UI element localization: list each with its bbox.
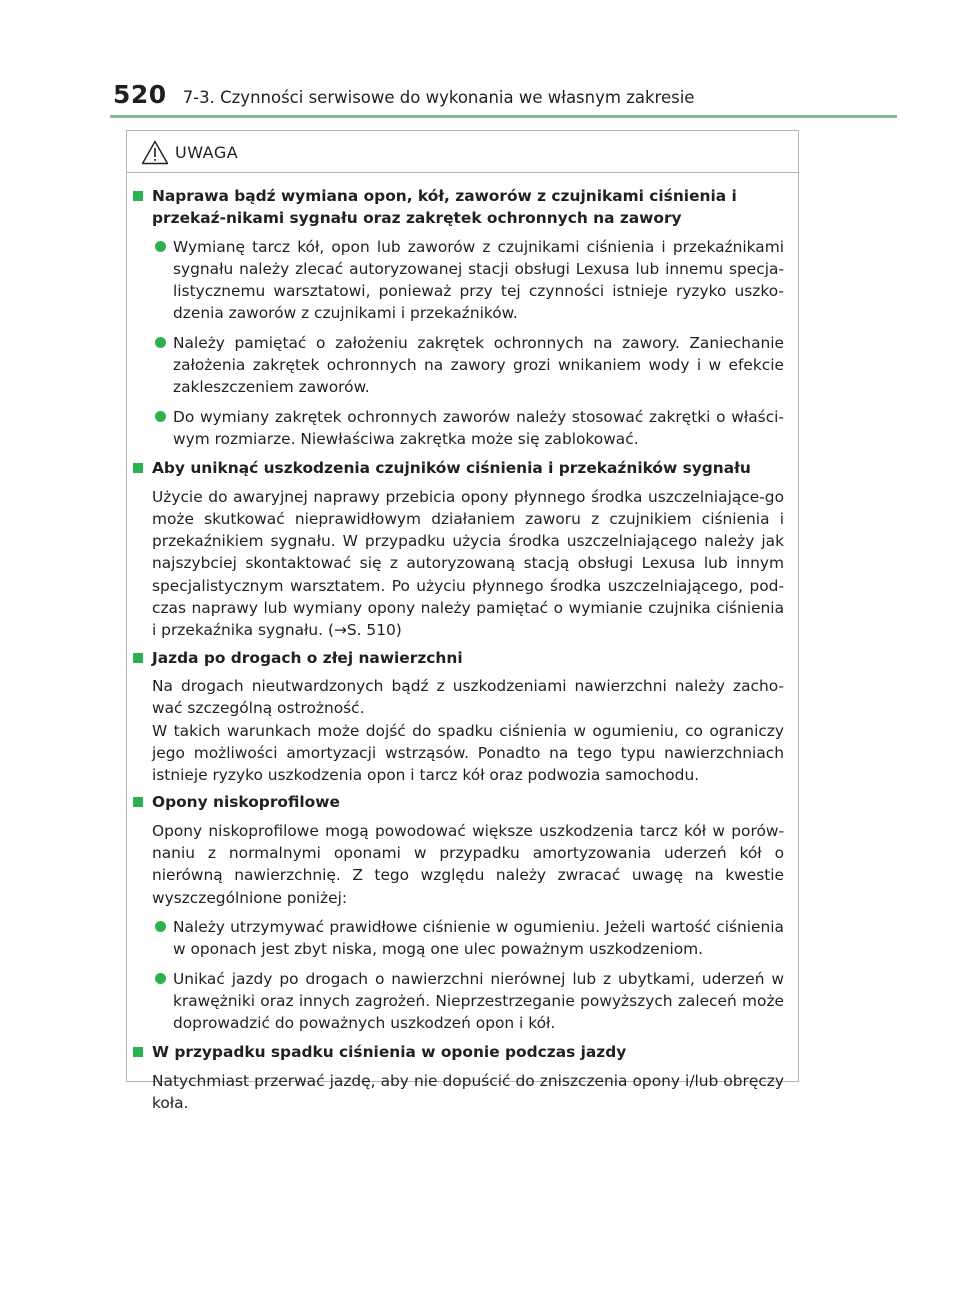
round-bullet-icon (155, 921, 166, 932)
round-bullet-icon (155, 241, 166, 252)
square-bullet-icon (133, 797, 143, 807)
warning-triangle-icon (141, 140, 169, 165)
section-heading (127, 791, 798, 813)
section-heading-text: W przypadku spadku ciśnienia w oponie podczas jazdy (152, 1043, 627, 1062)
section-heading (127, 457, 798, 479)
square-bullet-icon (133, 191, 143, 201)
list-item-text: Do wymiany zakrętek ochronnych zaworów należy stosować zakrętki o właści-wym rozmiarze. Niewłaściwa zakrętka może się zablokować. (173, 407, 784, 448)
square-bullet-icon (133, 653, 143, 663)
list-item-text: Unikać jazdy po drogach o nawierzchni nierównej lub z ubytkami, uderzeń w krawężniki oraz innych zagrożeń. Nieprzestrzeganie powyższych zaleceń może doprowadzić do poważnych uszkodzeń opon i kół. (173, 969, 784, 1033)
section-paragraph: Użycie do awaryjnej naprawy przebicia opony płynnego środka uszczelniające-go może skutkować nieprawidłowym działaniem zaworu z czujnikiem ciśnienia i przekaźnikiem sygnału. W przypadku użycia środka uszczelniającego należy jak najszybciej skontaktować się z autoryzowaną stacją obsługi Lexusa lub innym specjalistycznym warsztatem. Po użyciu płynnego środka uszczelniającego, pod-czas naprawy lub wymiany opony należy pamiętać o wymianie czujnika ciśnienia i przekaźnika sygnału. (→S. 510) (152, 487, 784, 640)
list-item-text: Należy pamiętać o założeniu zakrętek ochronnych na zawory. Zaniechanie założenia zakrętek ochronnych na zawory grozi wnikaniem wody i w efekcie zakleszczeniem zaworów. (173, 333, 784, 397)
paragraph-line: Na drogach nieutwardzonych bądź z uszkodzeniami nawierzchni należy zacho-wać szczególną ostrożność. (152, 676, 784, 718)
page-header (113, 80, 694, 109)
section-title: 7-3. Czynności serwisowe do wykonania we własnym zakresie (182, 88, 695, 107)
list-item-text: Należy utrzymywać prawidłowe ciśnienie w ogumieniu. Jeżeli wartość ciśnienia w oponach jest zbyt niska, mogą one ulec poważnym uszkodzeniom. (173, 917, 784, 959)
section-heading-text: Opony niskoprofilowe (152, 793, 340, 812)
warning-header (127, 131, 798, 173)
header-rule (110, 115, 897, 118)
section-heading-text: Aby uniknąć uszkodzenia czujników ciśnienia i przekaźników sygnału (152, 459, 751, 478)
list-item (127, 406, 798, 451)
round-bullet-icon (155, 973, 166, 984)
round-bullet-icon (155, 411, 166, 422)
list-item (127, 968, 798, 1035)
list-item (127, 332, 798, 399)
list-item (127, 916, 798, 961)
section-paragraph: Natychmiast przerwać jazdę, aby nie dopuścić do zniszczenia opony i/lub obręczy koła. (152, 1071, 784, 1112)
section-heading (127, 1041, 798, 1063)
list-item-text: Wymianę tarcz kół, opon lub zaworów z czujnikami ciśnienia i przekaźnikami sygnału należy zlecać autoryzowanej stacji obsługi Lexusa lub innemu specja-listycznemu warsztatowi, ponieważ przy tej czynności istnieje ryzyko uszko-dzenia zaworów z czujnikami i przekaźników. (173, 237, 784, 323)
list-item (127, 236, 798, 325)
warning-content (127, 185, 798, 1119)
section-paragraph (127, 675, 798, 786)
warning-title: UWAGA (175, 143, 239, 162)
section-heading-text: Naprawa bądź wymiana opon, kół, zaworów z czujnikami ciśnienia i przekaź-nikami sygnału oraz zakrętek ochronnych na zawory (152, 187, 737, 228)
paragraph-line: W takich warunkach może dojść do spadku ciśnienia w ogumieniu, co ograniczy jego możliwości amortyzacji wstrząsów. Ponadto na tego typu nawierzchniach istnieje ryzyko uszkodzenia opon i tarcz kół oraz podwozia samochodu. (152, 721, 784, 785)
square-bullet-icon (133, 463, 143, 473)
warning-box (126, 130, 799, 1112)
section-heading (127, 647, 798, 669)
section-heading-text: Jazda po drogach o złej nawierzchni (152, 648, 463, 667)
round-bullet-icon (155, 337, 166, 348)
square-bullet-icon (133, 1047, 143, 1057)
page-number: 520 (113, 80, 167, 109)
section-paragraph: Opony niskoprofilowe mogą powodować większe uszkodzenia tarcz kół w porów-naniu z normalnymi oponami w przypadku amortyzowania uderzeń kół o nierówną nawierzchnię. Z tego względu należy zwracać uwagę na kwestie wyszczególnione poniżej: (152, 821, 784, 907)
section-heading (127, 185, 798, 230)
